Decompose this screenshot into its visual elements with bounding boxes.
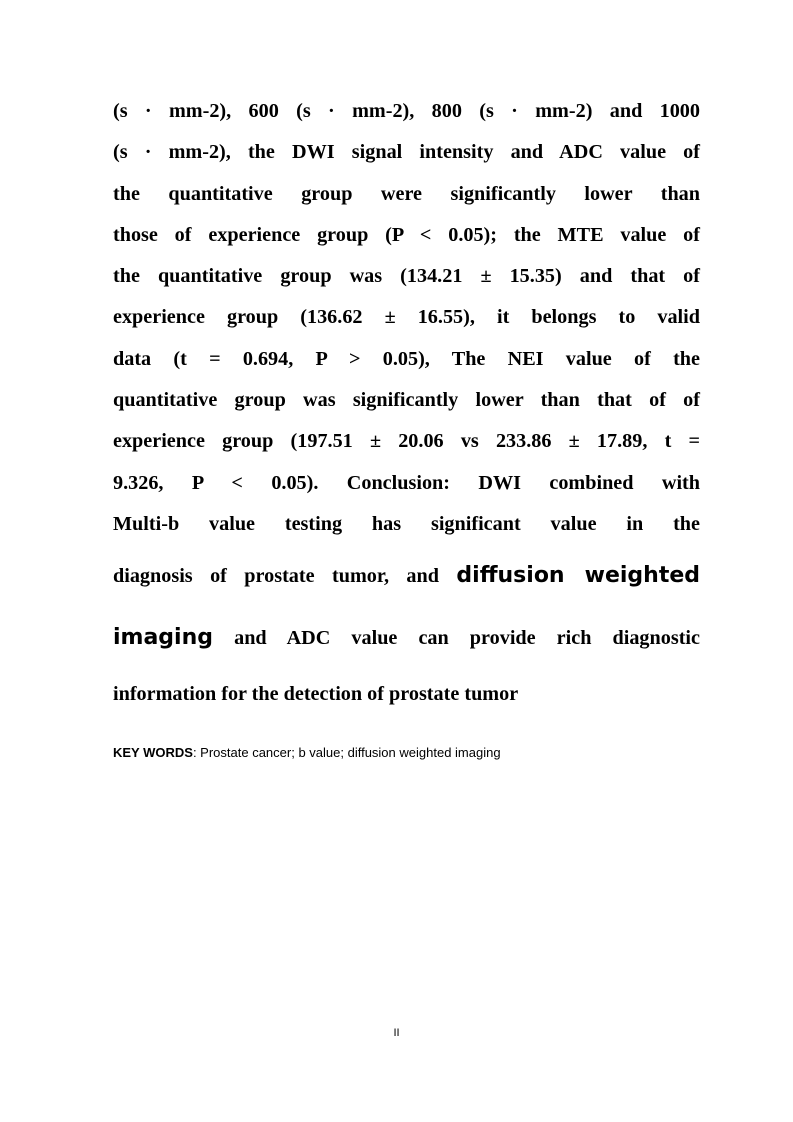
abstract-line: quantitative group was significantly lower than that of of: [113, 389, 700, 412]
abstract-line: Multi-b value testing has significant value in the: [113, 512, 700, 535]
abstract-last-line: information for the detection of prostate tumor: [113, 683, 519, 706]
abstract-line: experience group (136.62 ± 16.55), it belongs to valid: [113, 306, 700, 329]
abstract-line: (s · mm-2), the DWI signal intensity and ADC value of: [113, 141, 700, 164]
abstract-serif-text: and ADC value can provide rich diagnostic: [234, 627, 700, 650]
abstract-line: the quantitative group were significantly lower than: [113, 182, 700, 205]
keywords-text: Prostate cancer; b value; diffusion weighted imaging: [196, 745, 501, 760]
keywords-line: [113, 744, 501, 762]
abstract-line: experience group (197.51 ± 20.06 vs 233.86 ± 17.89, t =: [113, 430, 700, 453]
abstract-line-mixed: [113, 607, 700, 669]
keywords-separator: :: [192, 745, 197, 760]
page-number: II: [393, 1027, 400, 1039]
abstract-sans-phrase: imaging: [113, 625, 214, 651]
abstract-body: [113, 91, 700, 719]
abstract-line: the quantitative group was (134.21 ± 15.35) and that of: [113, 265, 700, 288]
abstract-line-mixed: [113, 545, 700, 607]
keywords-label: KEY WORDS: [113, 745, 193, 760]
abstract-line: those of experience group (P < 0.05); the MTE value of: [113, 223, 700, 246]
abstract-sans-phrase: diffusion weighted: [456, 563, 700, 589]
abstract-serif-text: diagnosis of prostate tumor, and: [113, 565, 439, 588]
abstract-line: (s · mm-2), 600 (s · mm-2), 800 (s · mm-2) and 1000: [113, 100, 700, 122]
abstract-line: 9.326, P < 0.05). Conclusion: DWI combined with: [113, 471, 700, 494]
abstract-line: data (t = 0.694, P > 0.05), The NEI value of the: [113, 347, 700, 370]
